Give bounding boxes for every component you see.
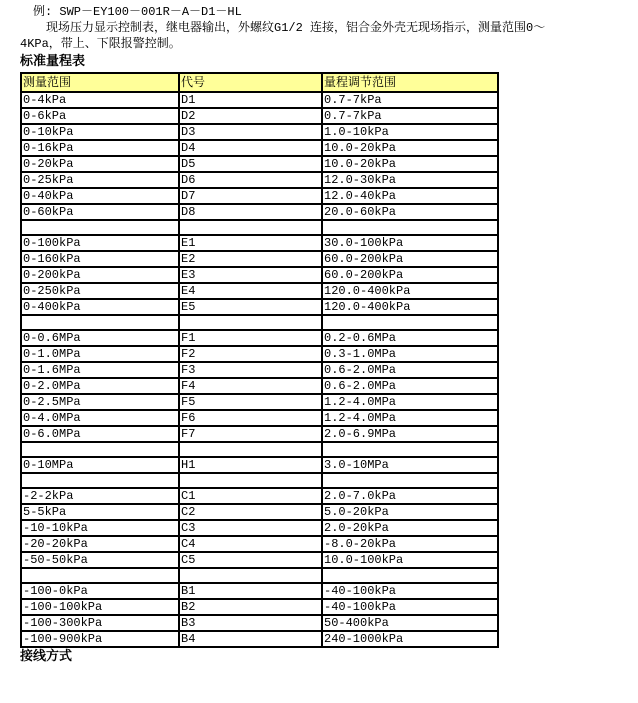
table-cell: B4 <box>179 631 322 647</box>
table-cell: 0-4.0MPa <box>21 410 179 426</box>
table-cell <box>21 442 179 457</box>
table-row <box>21 552 498 568</box>
table-cell: 60.0-200kPa <box>322 267 498 283</box>
table-cell: 50-400kPa <box>322 615 498 631</box>
table-cell: 0-16kPa <box>21 140 179 156</box>
description-line-1: 现场压力显示控制表，继电器输出，外螺纹G1/2 连接，铝合金外壳无现场指示，测量范围0～ <box>46 21 546 35</box>
table-cell: 0.7-7kPa <box>322 108 498 124</box>
table-cell: B2 <box>179 599 322 615</box>
table-row <box>21 267 498 283</box>
table-row <box>21 188 498 204</box>
table-cell: -100-300kPa <box>21 615 179 631</box>
table-cell <box>322 315 498 330</box>
table-cell: 0-20kPa <box>21 156 179 172</box>
table-row <box>21 504 498 520</box>
table-cell: 0.6-2.0MPa <box>322 362 498 378</box>
table-header-row <box>21 73 498 92</box>
table-cell: 10.0-100kPa <box>322 552 498 568</box>
table-spacer-row <box>21 473 498 488</box>
table-cell <box>322 568 498 583</box>
table-cell <box>322 442 498 457</box>
table-cell: 0-2.5MPa <box>21 394 179 410</box>
table-cell: 1.2-4.0MPa <box>322 410 498 426</box>
table-row <box>21 536 498 552</box>
table-cell: 0-40kPa <box>21 188 179 204</box>
table-row <box>21 124 498 140</box>
table-cell: 5-5kPa <box>21 504 179 520</box>
table-cell <box>21 473 179 488</box>
table-cell: 30.0-100kPa <box>322 235 498 251</box>
table-cell: 1.2-4.0MPa <box>322 394 498 410</box>
table-cell: -50-50kPa <box>21 552 179 568</box>
table-row <box>21 346 498 362</box>
table-cell: -8.0-20kPa <box>322 536 498 552</box>
table-cell: 2.0-7.0kPa <box>322 488 498 504</box>
table-row <box>21 330 498 346</box>
table-cell: D6 <box>179 172 322 188</box>
table-cell: B3 <box>179 615 322 631</box>
table-cell: 20.0-60kPa <box>322 204 498 220</box>
table-cell: 0-250kPa <box>21 283 179 299</box>
table-cell: 0-6.0MPa <box>21 426 179 442</box>
table-cell: E2 <box>179 251 322 267</box>
table-cell: 0-1.6MPa <box>21 362 179 378</box>
table-row <box>21 378 498 394</box>
table-cell: 0-6kPa <box>21 108 179 124</box>
table-row <box>21 204 498 220</box>
example-code-line: 例: SWP－EY100－001R－A－D1－HL <box>33 5 242 19</box>
table-cell: 0-160kPa <box>21 251 179 267</box>
table-cell: F6 <box>179 410 322 426</box>
table-cell: 2.0-20kPa <box>322 520 498 536</box>
table-cell: 60.0-200kPa <box>322 251 498 267</box>
table-cell: C3 <box>179 520 322 536</box>
table-row <box>21 299 498 315</box>
table-cell: 0-200kPa <box>21 267 179 283</box>
table-cell: E5 <box>179 299 322 315</box>
table-cell: F5 <box>179 394 322 410</box>
table-cell: -40-100kPa <box>322 583 498 599</box>
table-cell: D7 <box>179 188 322 204</box>
table-cell: 0-4kPa <box>21 92 179 108</box>
wiring-method-heading: 接线方式 <box>20 649 73 664</box>
table-cell: 0-0.6MPa <box>21 330 179 346</box>
table-cell: D8 <box>179 204 322 220</box>
table-cell: 0-25kPa <box>21 172 179 188</box>
table-header <box>21 73 498 92</box>
table-cell: -10-10kPa <box>21 520 179 536</box>
table-cell: 120.0-400kPa <box>322 283 498 299</box>
table-cell: D4 <box>179 140 322 156</box>
table-row <box>21 156 498 172</box>
table-row <box>21 108 498 124</box>
table-row <box>21 488 498 504</box>
table-row <box>21 599 498 615</box>
table-cell: C1 <box>179 488 322 504</box>
table-cell: 1.0-10kPa <box>322 124 498 140</box>
table-cell: 0-10MPa <box>21 457 179 473</box>
table-cell: 0-100kPa <box>21 235 179 251</box>
table-spacer-row <box>21 315 498 330</box>
table-cell: E3 <box>179 267 322 283</box>
table-cell: D5 <box>179 156 322 172</box>
table-cell: 0-2.0MPa <box>21 378 179 394</box>
table-cell: -100-100kPa <box>21 599 179 615</box>
header-cell-adjust-range: 量程调节范围 <box>322 73 498 92</box>
table-row <box>21 394 498 410</box>
table-cell: 0-10kPa <box>21 124 179 140</box>
table-row <box>21 410 498 426</box>
table-cell: F2 <box>179 346 322 362</box>
table-row <box>21 631 498 647</box>
table-row <box>21 172 498 188</box>
table-cell: 12.0-30kPa <box>322 172 498 188</box>
standard-range-table <box>20 72 499 648</box>
table-row <box>21 92 498 108</box>
table-cell: 120.0-400kPa <box>322 299 498 315</box>
table-cell: C5 <box>179 552 322 568</box>
table-cell <box>322 473 498 488</box>
table-cell <box>21 315 179 330</box>
table-cell: 0.3-1.0MPa <box>322 346 498 362</box>
table-cell: 0-400kPa <box>21 299 179 315</box>
header-cell-code: 代号 <box>179 73 322 92</box>
table-cell: 5.0-20kPa <box>322 504 498 520</box>
table-cell: F7 <box>179 426 322 442</box>
table-cell <box>179 315 322 330</box>
standard-range-table-heading: 标准量程表 <box>20 54 86 69</box>
table-row <box>21 457 498 473</box>
range-table-body <box>21 92 498 647</box>
table-cell: F1 <box>179 330 322 346</box>
table-row <box>21 583 498 599</box>
table-cell: F4 <box>179 378 322 394</box>
description-line-2: 4KPa，带上、下限报警控制。 <box>20 37 181 51</box>
table-cell: 2.0-6.9MPa <box>322 426 498 442</box>
table-cell: 12.0-40kPa <box>322 188 498 204</box>
table-cell <box>21 220 179 235</box>
table-cell: -100-0kPa <box>21 583 179 599</box>
table-row <box>21 520 498 536</box>
table-cell: 0.2-0.6MPa <box>322 330 498 346</box>
table-cell: 240-1000kPa <box>322 631 498 647</box>
table-cell: C2 <box>179 504 322 520</box>
table-row <box>21 615 498 631</box>
table-cell: 0-1.0MPa <box>21 346 179 362</box>
table-cell: B1 <box>179 583 322 599</box>
table-cell: 0.6-2.0MPa <box>322 378 498 394</box>
table-cell <box>21 568 179 583</box>
table-cell: 0-60kPa <box>21 204 179 220</box>
table-row <box>21 283 498 299</box>
table-cell <box>179 473 322 488</box>
table-cell: 10.0-20kPa <box>322 140 498 156</box>
table-cell: E4 <box>179 283 322 299</box>
table-cell: -2-2kPa <box>21 488 179 504</box>
table-cell: F3 <box>179 362 322 378</box>
table-spacer-row <box>21 568 498 583</box>
table-cell <box>179 568 322 583</box>
table-cell: -100-900kPa <box>21 631 179 647</box>
table-cell <box>179 442 322 457</box>
table-cell: 3.0-10MPa <box>322 457 498 473</box>
table-cell: D3 <box>179 124 322 140</box>
table-cell: -20-20kPa <box>21 536 179 552</box>
table-cell: C4 <box>179 536 322 552</box>
table-row <box>21 362 498 378</box>
table-cell: 0.7-7kPa <box>322 92 498 108</box>
table-cell: E1 <box>179 235 322 251</box>
table-cell: D2 <box>179 108 322 124</box>
table-row <box>21 426 498 442</box>
table-row <box>21 140 498 156</box>
table-spacer-row <box>21 442 498 457</box>
table-row <box>21 235 498 251</box>
table-row <box>21 251 498 267</box>
table-cell: 10.0-20kPa <box>322 156 498 172</box>
table-cell: D1 <box>179 92 322 108</box>
table-cell: -40-100kPa <box>322 599 498 615</box>
table-cell: H1 <box>179 457 322 473</box>
table-cell <box>179 220 322 235</box>
table-cell <box>322 220 498 235</box>
header-cell-measure-range: 测量范围 <box>21 73 179 92</box>
table-spacer-row <box>21 220 498 235</box>
